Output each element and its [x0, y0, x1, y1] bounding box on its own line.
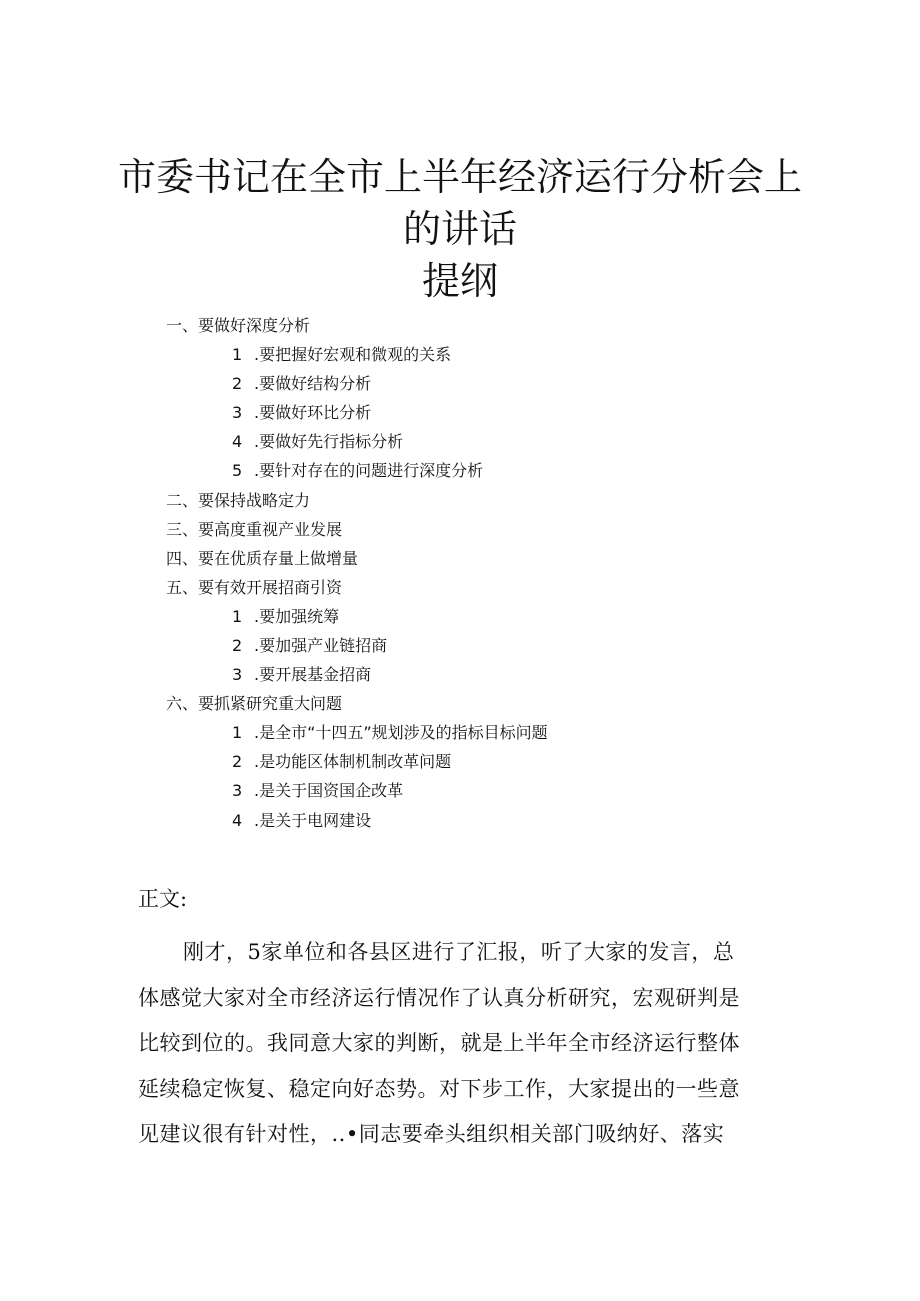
paragraph-line: 刚才，5家单位和各县区进行了汇报，听了大家的发言，总: [183, 940, 735, 964]
outline-subitem: 4 .要做好先行指标分析: [232, 432, 404, 451]
outline-section-3: 三、要高度重视产业发展: [166, 520, 343, 539]
outline-section-5: 五、要有效开展招商引资: [166, 578, 343, 597]
outline-section-2: 二、要保持战略定力: [166, 491, 311, 510]
outline-section-6: 六、要抓紧研究重大问题: [166, 694, 343, 713]
paragraph-line: 延续稳定恢复、稳定向好态势。对下步工作，大家提出的一些意: [138, 1076, 740, 1101]
outline-subitem: 5 .要针对存在的问题进行深度分析: [232, 461, 484, 480]
paragraph-line: 体感觉大家对全市经济运行情况作了认真分析研究，宏观研判是: [138, 985, 740, 1010]
outline-subitem: 2 .要做好结构分析: [232, 374, 372, 393]
paragraph-line: 见建议很有针对性，..•同志要牵头组织相关部门吸纳好、落实: [138, 1122, 725, 1146]
body-heading: 正文:: [138, 887, 188, 911]
outline-subitem: 1 .要加强统筹: [232, 607, 340, 626]
outline-subitem: 3 .要开展基金招商: [232, 665, 372, 684]
document-title-line-2: 的讲话: [402, 207, 517, 251]
outline-section-4: 四、要在优质存量上做增量: [166, 549, 359, 568]
document-subtitle: 提纲: [421, 259, 498, 303]
outline-section-1: 一、要做好深度分析: [166, 316, 311, 335]
outline-subitem: 1 .是全市“十四五”规划涉及的指标目标问题: [232, 723, 548, 742]
outline-subitem: 3 .是关于国资国企改革: [232, 781, 404, 800]
outline-subitem: 2 .要加强产业链招商: [232, 636, 388, 655]
outline-subitem: 4 .是关于电网建设: [232, 811, 372, 830]
paragraph-line: 比较到位的。我同意大家的判断，就是上半年全市经济运行整体: [138, 1031, 740, 1055]
outline-subitem: 3 .要做好环比分析: [232, 403, 372, 422]
document-title-line-1: 市委书记在全市上半年经济运行分析会上: [117, 155, 802, 199]
outline-subitem: 1 .要把握好宏观和微观的关系: [232, 345, 452, 364]
outline-subitem: 2 .是功能区体制机制改革问题: [232, 752, 452, 771]
body-paragraph: [138, 930, 788, 1158]
